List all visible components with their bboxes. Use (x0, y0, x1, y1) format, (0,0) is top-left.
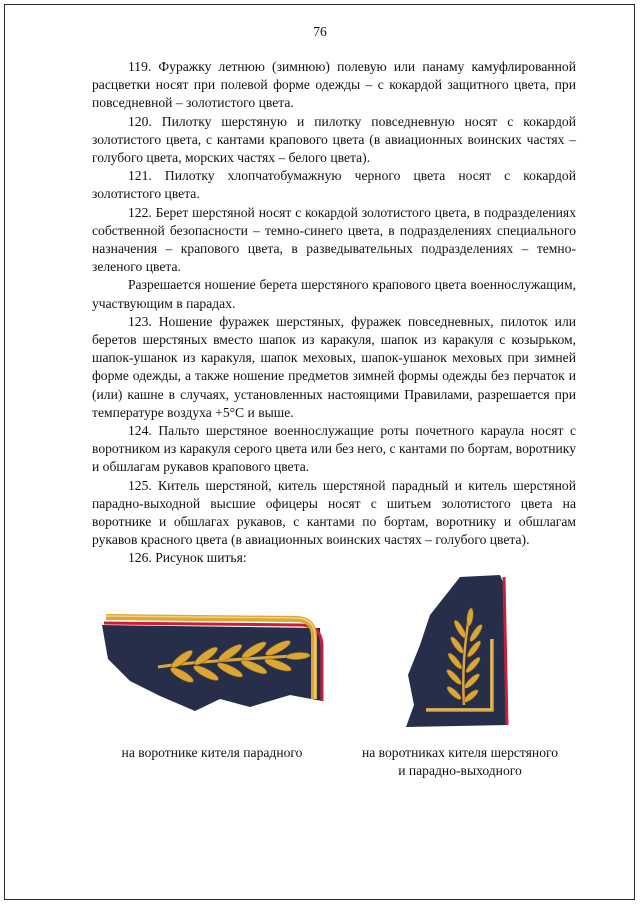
document-body (92, 58, 576, 568)
collar-embroidery-wool-figure (400, 575, 515, 735)
collar-embroidery-parade-figure (100, 603, 325, 715)
paragraph-123: 123. Ношение фуражек шерстяных, фуражек повседневных, пилоток или беретов шерстяных вместо шапок из каракуля, шапок из каракуля с козырьком, шапок-ушанок из каракуля, шапок меховых, шапок-ушанок меховых при зимней форме одежды, а также ношение предметов зимней формы одежды без перчаток и (или) кашне в случаях, установленных настоящими Правилами, разрешается при температуре воздуха +5°С и выше. (92, 313, 576, 420)
paragraph-125: 125. Китель шерстяной, китель шерстяной парадный и китель шерстяной парадно-выходной высшие офицеры носят с шитьем золотистого цвета на воротнике и обшлагах рукавов, с кантами по бортам, воротнику и обшлагам рукавов красного цвета (в авиационных воинских частях – голубого цвета). (92, 477, 576, 548)
paragraph-119: 119. Фуражку летнюю (зимнюю) полевую или панаму камуфлированной расцветки носят при полевой форме одежды – с кокардой защитного цвета, при повседневной – золотистого цвета. (92, 59, 576, 111)
caption-wool-collar: на воротниках кителя шерстяного и парадно-выходного (361, 745, 559, 779)
paragraph-126: 126. Рисунок шитья: (128, 550, 247, 566)
paragraph-120: 120. Пилотку шерстяную и пилотку повседневную носят с кокардой золотистого цвета, с кантами крапового цвета (в авиационных воинских частях – голубого цвета, морских частях – белого цвета). (92, 113, 576, 166)
paragraph-122-note: Разрешается ношение берета шерстяного крапового цвета военнослужащим, участвующим в парадах. (92, 277, 576, 311)
caption-parade-collar: на воротнике кителя парадного (121, 745, 303, 760)
paragraph-121: 121. Пилотку хлопчатобумажную черного цвета носят с кокардой золотистого цвета. (92, 168, 576, 202)
paragraph-122: 122. Берет шерстяной носят с кокардой золотистого цвета, в подразделениях собственной безопасности – темно-синего цвета, в подразделениях специального назначения – крапового цвета, в разведывательных подразделениях – темно-зеленого цвета. (92, 204, 576, 275)
paragraph-124: 124. Пальто шерстяное военнослужащие роты почетного караула носят с воротником из каракуля серого цвета или без него, с кантами по бортам, воротнику и обшлагам рукавов крапового цвета. (92, 423, 576, 475)
page-number: 76 (313, 24, 327, 39)
